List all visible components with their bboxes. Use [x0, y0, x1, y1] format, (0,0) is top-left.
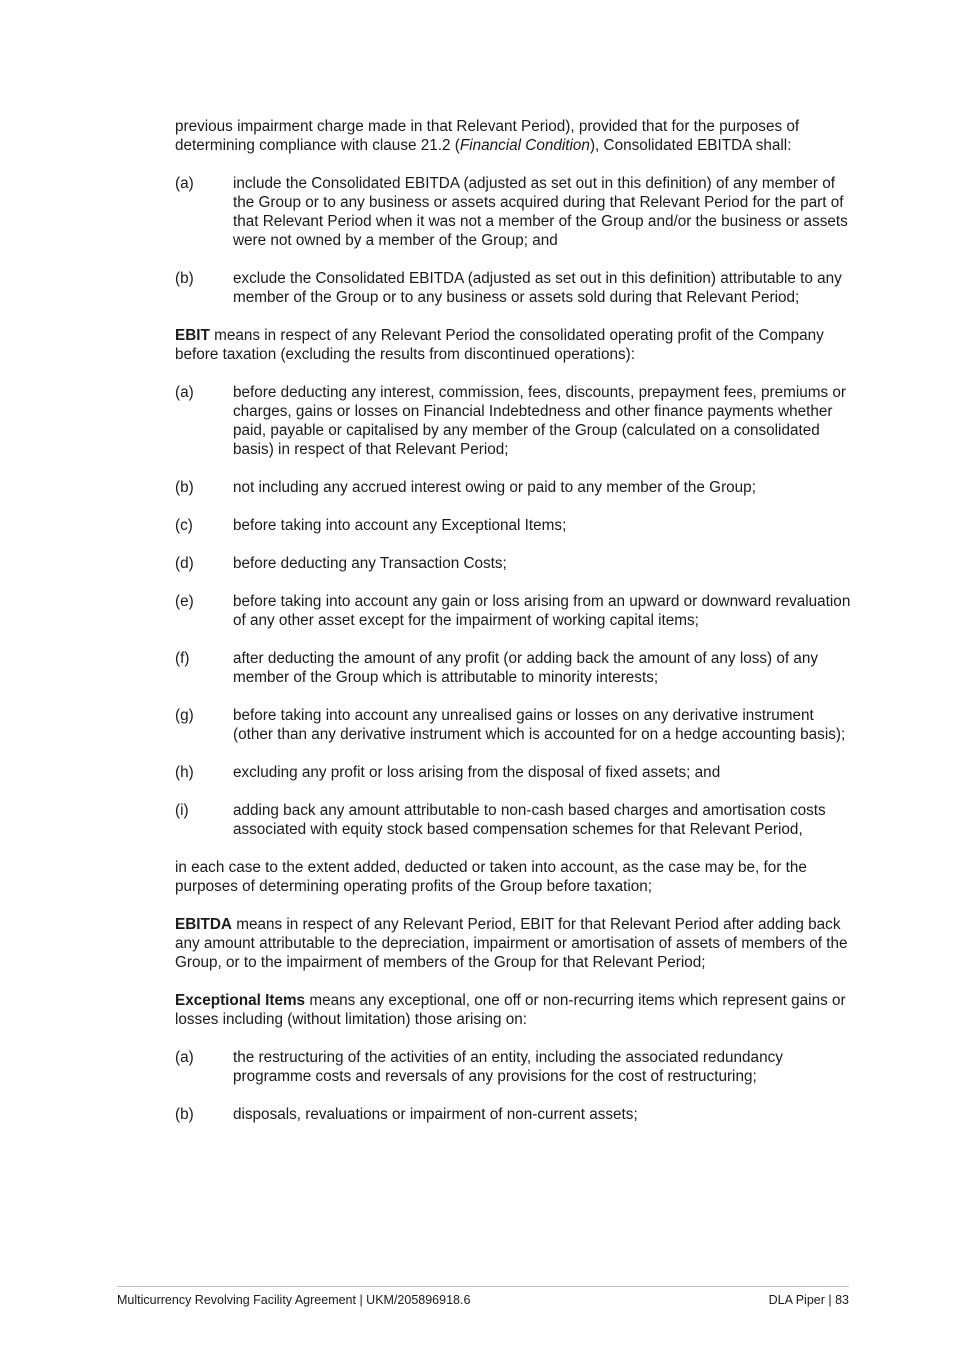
list-marker: (c) [175, 517, 193, 534]
exceptional-items-definition [175, 991, 855, 1029]
list-marker: (b) [175, 270, 194, 287]
list-item-text: before taking into account any Exceptional Items; [233, 517, 567, 534]
list-item-text: the restructuring of the activities of an entity, including the associated redundancy programme costs and reversals of any provisions for the cost of restructuring; [233, 1049, 783, 1085]
definition-text: means in respect of any Relevant Period, EBIT for that Relevant Period after adding back any amount attributable to the depreciation, impairment or amortisation of assets of members of the Group, or to the impairment of members of the Group for that Relevant Period; [175, 916, 848, 971]
definition-text: means any exceptional, one off or non-recurring items which represent gains or losses including (without limitation) those arising on: [175, 992, 846, 1028]
page-content [175, 117, 855, 1143]
list-item-text: excluding any profit or loss arising from the disposal of fixed assets; and [233, 764, 721, 781]
list-item-text: after deducting the amount of any profit (or adding back the amount of any loss) of any member of the Group which is attributable to minority interests; [233, 650, 819, 686]
list-item-text: disposals, revaluations or impairment of non-current assets; [233, 1106, 638, 1123]
list-item-text: before deducting any Transaction Costs; [233, 555, 507, 572]
footer-document-reference: Multicurrency Revolving Facility Agreement | UKM/205896918.6 [117, 1293, 471, 1307]
list-item-text: before taking into account any gain or loss arising from an upward or downward revaluation of any other asset except for the impairment of working capital items; [233, 593, 851, 629]
list-item [175, 516, 855, 535]
intro-italic: Financial Condition [459, 137, 590, 154]
list-item-text: adding back any amount attributable to non-cash based charges and amortisation costs associated with equity stock based compensation schemes for that Relevant Period, [233, 802, 826, 838]
list-item [175, 763, 855, 782]
list-marker: (b) [175, 1106, 194, 1123]
list-item [175, 801, 855, 839]
intro-text-2: ), Consolidated EBITDA shall: [589, 137, 792, 154]
footer-page-number: DLA Piper | 83 [768, 1293, 849, 1307]
list-marker: (i) [175, 802, 189, 819]
list-item [175, 554, 855, 573]
list-marker: (a) [175, 384, 194, 401]
list-item-text: not including any accrued interest owing or paid to any member of the Group; [233, 479, 756, 496]
defined-term: Exceptional Items [175, 992, 306, 1009]
list-marker: (b) [175, 479, 194, 496]
list-item [175, 1048, 855, 1086]
list-marker: (f) [175, 650, 190, 667]
list-item-text: before deducting any interest, commission, fees, discounts, prepayment fees, premiums or charges, gains or losses on Financial Indebtedness and other finance payments whether paid, payable or capitalised by any member of the Group (calculated on a consolidated basis) in respect of that Relevant Period; [233, 384, 847, 458]
defined-term: EBIT [175, 327, 210, 344]
list-item [175, 592, 855, 630]
intro-text-1: previous impairment charge made in that Relevant Period), provided that for the purposes of determining compliance with clause 21.2 ( [175, 118, 800, 154]
intro-paragraph [175, 117, 855, 155]
list-marker: (g) [175, 707, 194, 724]
list-marker: (d) [175, 555, 194, 572]
list-item [175, 706, 855, 744]
list-item-text: exclude the Consolidated EBITDA (adjusted as set out in this definition) attributable to any member of the Group or to any business or assets sold during that Relevant Period; [233, 270, 842, 306]
list-item [175, 1105, 855, 1124]
list-marker: (a) [175, 175, 194, 192]
list-marker: (e) [175, 593, 194, 610]
ebitda-definition [175, 915, 855, 972]
list-item-text: include the Consolidated EBITDA (adjusted as set out in this definition) of any member of the Group or to any business or assets acquired during that Relevant Period for the part of that Relevant Period when it was not a member of the Group and/or the business or assets were not owned by a member of the Group; and [233, 175, 848, 249]
list-item [175, 478, 855, 497]
ebit-definition [175, 326, 855, 364]
list-item [175, 174, 855, 250]
list-marker: (h) [175, 764, 194, 781]
definition-text: means in respect of any Relevant Period the consolidated operating profit of the Company before taxation (excluding the results from discontinued operations): [175, 327, 824, 363]
list-item [175, 383, 855, 459]
ebit-closing-paragraph: in each case to the extent added, deducted or taken into account, as the case may be, for the purposes of determining operating profits of the Group before taxation; [175, 859, 807, 895]
list-marker: (a) [175, 1049, 194, 1066]
list-item [175, 269, 855, 307]
list-item [175, 649, 855, 687]
footer-divider [117, 1286, 849, 1287]
list-item-text: before taking into account any unrealised gains or losses on any derivative instrument (other than any derivative instrument which is accounted for on a hedge accounting basis); [233, 707, 846, 743]
defined-term: EBITDA [175, 916, 232, 933]
